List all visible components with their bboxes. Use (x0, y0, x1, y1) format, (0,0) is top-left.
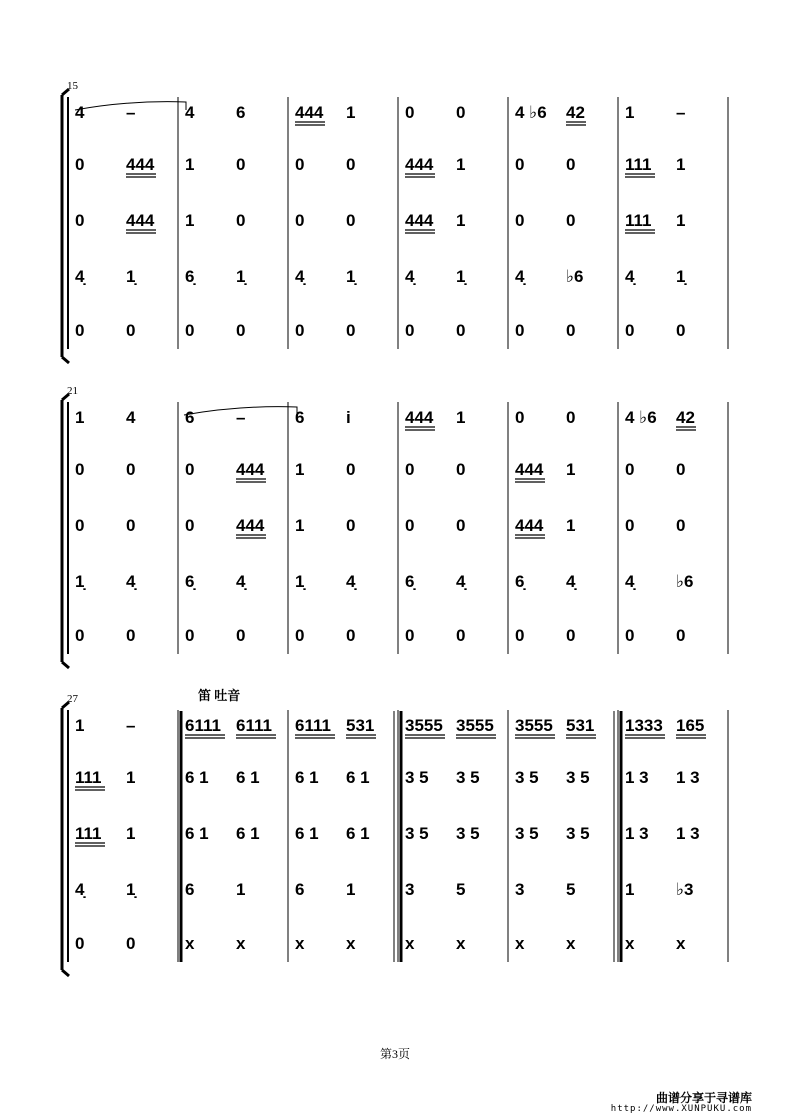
footer-watermark: 曲谱分享于寻谱库 (655, 1091, 752, 1105)
note-group: 0 (346, 516, 356, 535)
note-group: 0 (515, 211, 525, 230)
note-group: 1 (456, 155, 466, 174)
note-group: – (126, 716, 136, 735)
note-group: 3 (515, 880, 525, 899)
note-group: 0 (515, 408, 525, 427)
note-group: 1 (456, 211, 466, 230)
note-group: 0 (676, 516, 686, 535)
note-group: 444 (405, 155, 434, 174)
note-group: 111 (625, 211, 652, 230)
note-group: 6 1 (295, 824, 319, 843)
note-group: 6 1 (185, 768, 209, 787)
note-group: 0 (515, 626, 525, 645)
measure-number: 21 (67, 385, 78, 397)
note-group: 3 5 (515, 824, 539, 843)
note-group: – (126, 103, 136, 122)
note-group: 0 (405, 516, 415, 535)
note-group: 0 (625, 626, 635, 645)
note-group: 0 (236, 626, 246, 645)
note-group: – (676, 103, 686, 122)
note-group: 1 (295, 460, 305, 479)
note-group: ♭3 (676, 880, 694, 899)
note-group: 4̣ (126, 572, 136, 591)
note-group: 6 (185, 408, 195, 427)
note-group: 0 (346, 626, 356, 645)
note-group: 5 (566, 880, 576, 899)
measure-number: 27 (67, 693, 78, 705)
note-group: ♭6 (566, 267, 584, 286)
note-group: x (456, 934, 466, 953)
note-group: 5 (456, 880, 466, 899)
note-group: 4̣ (295, 267, 305, 286)
note-group: 1̣ (346, 267, 356, 286)
note-group: 4 (185, 103, 195, 122)
note-group: 1 (346, 103, 356, 122)
note-group: 4̣ (625, 267, 635, 286)
note-group: – (236, 408, 246, 427)
note-group: 1 3 (676, 768, 700, 787)
note-group: 111 (75, 768, 102, 787)
note-group: 1 (126, 768, 136, 787)
note-group: 0 (676, 321, 686, 340)
footer-url: http://www.XUNPUKU.com (610, 1104, 752, 1114)
note-group: 3 5 (456, 824, 480, 843)
note-group: 0 (75, 321, 85, 340)
note-group: 1 (625, 103, 635, 122)
note-group: 1 (625, 880, 635, 899)
note-group: 0 (515, 321, 525, 340)
note-group: 1 (346, 880, 356, 899)
note-group: 0 (625, 321, 635, 340)
note-group: 3 5 (566, 824, 590, 843)
note-group: 0 (185, 460, 195, 479)
note-group: 444 (236, 460, 265, 479)
note-group: 6 1 (295, 768, 319, 787)
note-group: x (185, 934, 195, 953)
note-group: 0 (75, 460, 85, 479)
note-group: 4 ♭6 (625, 408, 657, 427)
note-group: 0 (126, 321, 136, 340)
note-group: 0 (405, 103, 415, 122)
note-group: x (625, 934, 635, 953)
note-group: x (295, 934, 305, 953)
note-group: i (346, 408, 351, 427)
note-group: 1 (295, 516, 305, 535)
note-group: 444 (515, 460, 544, 479)
note-group: 3555 (405, 716, 443, 735)
note-group: 6 1 (185, 824, 209, 843)
note-group: 165 (676, 716, 705, 735)
note-group: 0 (185, 516, 195, 535)
performance-annotation: 笛 吐音 (198, 688, 241, 703)
note-group: 4̣ (346, 572, 356, 591)
note-group: 0 (236, 155, 246, 174)
note-group: 0 (405, 460, 415, 479)
note-group: 0 (75, 626, 85, 645)
note-group: 6 (185, 880, 195, 899)
note-group: 4 (75, 103, 85, 122)
note-group: 6̣ (405, 572, 415, 591)
note-group: 1̣ (676, 267, 686, 286)
note-group: 3555 (515, 716, 553, 735)
note-group: 6 (236, 103, 246, 122)
measure-number: 15 (67, 80, 78, 92)
note-group: 6 (295, 880, 305, 899)
note-group: 3 5 (515, 768, 539, 787)
note-group: 4̣ (75, 880, 85, 899)
note-group: 111 (625, 155, 652, 174)
note-group: 6̣ (515, 572, 525, 591)
note-group: 0 (236, 321, 246, 340)
note-group: 1̣ (126, 880, 136, 899)
note-group: 0 (295, 626, 305, 645)
note-group: 1 (75, 408, 85, 427)
note-group: 3 5 (405, 768, 429, 787)
note-group: x (236, 934, 246, 953)
note-group: 0 (75, 516, 85, 535)
note-group: 0 (625, 460, 635, 479)
note-group: 0 (456, 516, 466, 535)
note-group: 4 ♭6 (515, 103, 547, 122)
note-group: 0 (295, 321, 305, 340)
note-group: 0 (566, 321, 576, 340)
note-group: 531 (346, 716, 375, 735)
note-group: 0 (405, 321, 415, 340)
note-group: 0 (676, 460, 686, 479)
note-group: 0 (75, 934, 85, 953)
note-group: 444 (515, 516, 544, 535)
note-group: 444 (236, 516, 265, 535)
note-group: 0 (566, 408, 576, 427)
note-group: ♭6 (676, 572, 694, 591)
note-group: 0 (566, 155, 576, 174)
note-group: 6̣ (185, 572, 195, 591)
note-group: 6111 (185, 716, 221, 735)
note-group: 6 1 (236, 824, 260, 843)
note-group: 3555 (456, 716, 494, 735)
note-group: 1 (566, 516, 576, 535)
note-group: 4 (126, 408, 136, 427)
note-group: 1 (676, 155, 686, 174)
note-group: 0 (236, 211, 246, 230)
note-group: 1 3 (625, 768, 649, 787)
note-group: x (515, 934, 525, 953)
note-group: 1̣ (75, 572, 85, 591)
note-group: 0 (566, 211, 576, 230)
note-group: 0 (456, 103, 466, 122)
note-group: 1 3 (625, 824, 649, 843)
note-group: 0 (75, 155, 85, 174)
note-group: 0 (456, 321, 466, 340)
note-group: 4̣ (625, 572, 635, 591)
note-group: 0 (126, 516, 136, 535)
note-group: 1 (185, 155, 195, 174)
note-group: 6 (295, 408, 305, 427)
note-group: x (405, 934, 415, 953)
note-group: 0 (295, 155, 305, 174)
note-group: 4̣ (515, 267, 525, 286)
note-group: 1 (566, 460, 576, 479)
note-group: 1 (456, 408, 466, 427)
note-group: 0 (75, 211, 85, 230)
note-group: 4̣ (566, 572, 576, 591)
note-group: 444 (405, 211, 434, 230)
note-group: 1 (75, 716, 85, 735)
note-group: 0 (346, 321, 356, 340)
note-group: 6 1 (346, 768, 370, 787)
note-group: 42 (676, 408, 695, 427)
note-group: 1̣ (236, 267, 246, 286)
note-group: 0 (346, 460, 356, 479)
note-group: 0 (346, 211, 356, 230)
note-group: 42 (566, 103, 585, 122)
note-group: 6 1 (236, 768, 260, 787)
note-group: 0 (185, 626, 195, 645)
note-group: 6111 (236, 716, 272, 735)
note-group: 0 (676, 626, 686, 645)
note-group: 3 5 (566, 768, 590, 787)
note-group: 0 (566, 626, 576, 645)
note-group: 3 5 (456, 768, 480, 787)
note-group: 1 (676, 211, 686, 230)
note-group: x (676, 934, 686, 953)
note-group: 1 3 (676, 824, 700, 843)
note-group: 444 (405, 408, 434, 427)
note-group: 0 (625, 516, 635, 535)
note-group: 1̣ (126, 267, 136, 286)
note-group: 0 (346, 155, 356, 174)
note-group: 1̣ (456, 267, 466, 286)
note-group: 4̣ (456, 572, 466, 591)
note-group: 4̣ (75, 267, 85, 286)
note-group: 0 (126, 626, 136, 645)
note-group: 0 (515, 155, 525, 174)
note-group: 1333 (625, 716, 663, 735)
note-group: 1̣ (295, 572, 305, 591)
page-number: 第3页 (379, 1047, 410, 1061)
note-group: 4̣ (236, 572, 246, 591)
note-group: 0 (456, 460, 466, 479)
note-group: 0 (185, 321, 195, 340)
note-group: 6̣ (185, 267, 195, 286)
note-group: 111 (75, 824, 102, 843)
note-group: 3 5 (405, 824, 429, 843)
note-group: 0 (126, 934, 136, 953)
note-group: 0 (405, 626, 415, 645)
note-group: 0 (126, 460, 136, 479)
note-group: 531 (566, 716, 595, 735)
note-group: 3 (405, 880, 415, 899)
note-group: 1 (185, 211, 195, 230)
note-group: 4̣ (405, 267, 415, 286)
note-group: 0 (295, 211, 305, 230)
note-group: 1 (236, 880, 246, 899)
note-group: x (346, 934, 356, 953)
note-group: 6111 (295, 716, 331, 735)
note-group: 0 (456, 626, 466, 645)
note-group: x (566, 934, 576, 953)
note-group: 444 (126, 211, 155, 230)
note-group: 444 (295, 103, 324, 122)
note-group: 6 1 (346, 824, 370, 843)
note-group: 1 (126, 824, 136, 843)
note-group: 444 (126, 155, 155, 174)
